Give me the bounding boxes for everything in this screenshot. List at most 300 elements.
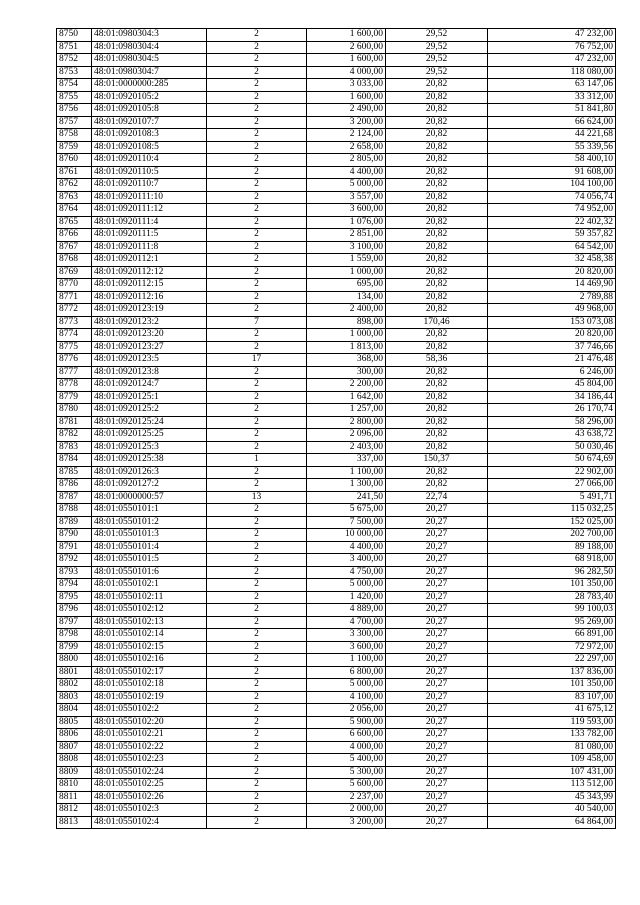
rate-cell: 20,82 — [386, 329, 488, 342]
category-code-cell: 17 — [207, 354, 307, 367]
cadastral-number-cell: 48:01:0550102:20 — [92, 716, 207, 729]
table-row — [57, 141, 616, 154]
row-number-cell: 8798 — [57, 629, 92, 642]
cadastral-number-cell: 48:01:0920111:8 — [92, 241, 207, 254]
row-number-cell: 8794 — [57, 579, 92, 592]
category-code-cell: 2 — [207, 404, 307, 417]
row-number-cell: 8775 — [57, 341, 92, 354]
value-cell: 34 186,44 — [488, 391, 616, 404]
row-number-cell: 8764 — [57, 204, 92, 217]
rate-cell: 20,82 — [386, 104, 488, 117]
cadastral-number-cell: 48:01:0920125:1 — [92, 391, 207, 404]
row-number-cell: 8784 — [57, 454, 92, 467]
table-row — [57, 116, 616, 129]
category-code-cell: 2 — [207, 804, 307, 817]
table-row — [57, 704, 616, 717]
row-number-cell: 8777 — [57, 366, 92, 379]
category-code-cell: 2 — [207, 566, 307, 579]
row-number-cell: 8799 — [57, 641, 92, 654]
table-row — [57, 191, 616, 204]
cadastral-number-cell: 48:01:0920111:12 — [92, 204, 207, 217]
table-row — [57, 79, 616, 92]
area-cell: 1 100,00 — [307, 654, 386, 667]
area-cell: 5 000,00 — [307, 179, 386, 192]
rate-cell: 20,27 — [386, 804, 488, 817]
value-cell: 64 864,00 — [488, 816, 616, 829]
cadastral-number-cell: 48:01:0920105:8 — [92, 104, 207, 117]
rate-cell: 22,74 — [386, 491, 488, 504]
category-code-cell: 2 — [207, 679, 307, 692]
value-cell: 47 232,00 — [488, 29, 616, 42]
cadastral-number-cell: 48:01:0920108:5 — [92, 141, 207, 154]
rate-cell: 20,27 — [386, 529, 488, 542]
area-cell: 337,00 — [307, 454, 386, 467]
category-code-cell: 2 — [207, 129, 307, 142]
category-code-cell: 2 — [207, 179, 307, 192]
table-row — [57, 629, 616, 642]
row-number-cell: 8785 — [57, 466, 92, 479]
cadastral-number-cell: 48:01:0920112:1 — [92, 254, 207, 267]
cadastral-number-cell: 48:01:0550101:2 — [92, 516, 207, 529]
area-cell: 2 805,00 — [307, 154, 386, 167]
rate-cell: 20,82 — [386, 441, 488, 454]
table-row — [57, 616, 616, 629]
category-code-cell: 2 — [207, 641, 307, 654]
rate-cell: 20,82 — [386, 379, 488, 392]
row-number-cell: 8753 — [57, 66, 92, 79]
value-cell: 28 783,40 — [488, 591, 616, 604]
value-cell: 137 836,00 — [488, 666, 616, 679]
cadastral-number-cell: 48:01:0920124:7 — [92, 379, 207, 392]
table-row — [57, 129, 616, 142]
value-cell: 63 147,06 — [488, 79, 616, 92]
rate-cell: 20,27 — [386, 566, 488, 579]
table-row — [57, 54, 616, 67]
row-number-cell: 8762 — [57, 179, 92, 192]
table-row — [57, 216, 616, 229]
row-number-cell: 8774 — [57, 329, 92, 342]
value-cell: 74 056,74 — [488, 191, 616, 204]
table-row — [57, 429, 616, 442]
rate-cell: 170,46 — [386, 316, 488, 329]
value-cell: 58 400,10 — [488, 154, 616, 167]
cadastral-number-cell: 48:01:0550102:11 — [92, 591, 207, 604]
row-number-cell: 8797 — [57, 616, 92, 629]
rate-cell: 20,27 — [386, 666, 488, 679]
area-cell: 3 033,00 — [307, 79, 386, 92]
category-code-cell: 2 — [207, 666, 307, 679]
cadastral-number-cell: 48:01:0920111:10 — [92, 191, 207, 204]
cadastral-number-cell: 48:01:0550102:21 — [92, 729, 207, 742]
table-row — [57, 329, 616, 342]
value-cell: 21 476,48 — [488, 354, 616, 367]
row-number-cell: 8796 — [57, 604, 92, 617]
area-cell: 5 400,00 — [307, 754, 386, 767]
cadastral-number-cell: 48:01:0550102:19 — [92, 691, 207, 704]
category-code-cell: 2 — [207, 516, 307, 529]
row-number-cell: 8755 — [57, 91, 92, 104]
cadastral-number-cell: 48:01:0920111:4 — [92, 216, 207, 229]
category-code-cell: 2 — [207, 241, 307, 254]
area-cell: 7 500,00 — [307, 516, 386, 529]
area-cell: 1 257,00 — [307, 404, 386, 417]
rate-cell: 20,82 — [386, 341, 488, 354]
rate-cell: 20,82 — [386, 229, 488, 242]
row-number-cell: 8795 — [57, 591, 92, 604]
row-number-cell: 8810 — [57, 779, 92, 792]
value-cell: 44 221,68 — [488, 129, 616, 142]
area-cell: 4 400,00 — [307, 541, 386, 554]
table-row — [57, 691, 616, 704]
value-cell: 76 752,00 — [488, 41, 616, 54]
area-cell: 2 851,00 — [307, 229, 386, 242]
category-code-cell: 2 — [207, 366, 307, 379]
row-number-cell: 8806 — [57, 729, 92, 742]
value-cell: 5 491,71 — [488, 491, 616, 504]
row-number-cell: 8786 — [57, 479, 92, 492]
cadastral-number-cell: 48:01:0920123:2 — [92, 316, 207, 329]
table-row — [57, 279, 616, 292]
table-row — [57, 754, 616, 767]
area-cell: 1 000,00 — [307, 266, 386, 279]
value-cell: 47 232,00 — [488, 54, 616, 67]
row-number-cell: 8809 — [57, 766, 92, 779]
value-cell: 22 402,32 — [488, 216, 616, 229]
rate-cell: 20,82 — [386, 116, 488, 129]
cadastral-number-cell: 48:01:0920110:4 — [92, 154, 207, 167]
row-number-cell: 8801 — [57, 666, 92, 679]
table-row — [57, 504, 616, 517]
table-row — [57, 804, 616, 817]
row-number-cell: 8759 — [57, 141, 92, 154]
category-code-cell: 2 — [207, 279, 307, 292]
table-row — [57, 166, 616, 179]
value-cell: 20 820,00 — [488, 266, 616, 279]
rate-cell: 20,82 — [386, 241, 488, 254]
category-code-cell: 2 — [207, 529, 307, 542]
value-cell: 22 902,00 — [488, 466, 616, 479]
area-cell: 368,00 — [307, 354, 386, 367]
rate-cell: 20,27 — [386, 766, 488, 779]
area-cell: 2 237,00 — [307, 791, 386, 804]
category-code-cell: 2 — [207, 716, 307, 729]
table-row — [57, 679, 616, 692]
category-code-cell: 2 — [207, 229, 307, 242]
rate-cell: 20,27 — [386, 691, 488, 704]
row-number-cell: 8787 — [57, 491, 92, 504]
category-code-cell: 2 — [207, 616, 307, 629]
value-cell: 104 100,00 — [488, 179, 616, 192]
table-row — [57, 179, 616, 192]
category-code-cell: 2 — [207, 416, 307, 429]
area-cell: 2 403,00 — [307, 441, 386, 454]
rate-cell: 20,82 — [386, 479, 488, 492]
rate-cell: 20,82 — [386, 366, 488, 379]
area-cell: 3 200,00 — [307, 116, 386, 129]
table-row — [57, 379, 616, 392]
table-row — [57, 591, 616, 604]
rate-cell: 20,27 — [386, 629, 488, 642]
area-cell: 2 200,00 — [307, 379, 386, 392]
rate-cell: 20,27 — [386, 591, 488, 604]
cadastral-number-cell: 48:01:0920123:8 — [92, 366, 207, 379]
table-row — [57, 729, 616, 742]
cadastral-number-cell: 48:01:0920125:25 — [92, 429, 207, 442]
rate-cell: 20,82 — [386, 154, 488, 167]
table-row — [57, 341, 616, 354]
rate-cell: 20,27 — [386, 579, 488, 592]
rate-cell: 20,27 — [386, 554, 488, 567]
value-cell: 91 608,00 — [488, 166, 616, 179]
cadastral-number-cell: 48:01:0920112:12 — [92, 266, 207, 279]
table-row — [57, 491, 616, 504]
table-row — [57, 579, 616, 592]
area-cell: 3 600,00 — [307, 641, 386, 654]
rate-cell: 20,27 — [386, 616, 488, 629]
value-cell: 83 107,00 — [488, 691, 616, 704]
category-code-cell: 2 — [207, 704, 307, 717]
rate-cell: 20,82 — [386, 279, 488, 292]
table-row — [57, 254, 616, 267]
area-cell: 3 300,00 — [307, 629, 386, 642]
value-cell: 45 804,00 — [488, 379, 616, 392]
value-cell: 51 841,80 — [488, 104, 616, 117]
cadastral-number-cell: 48:01:0920123:20 — [92, 329, 207, 342]
rate-cell: 20,82 — [386, 391, 488, 404]
table-row — [57, 266, 616, 279]
category-code-cell: 2 — [207, 54, 307, 67]
row-number-cell: 8767 — [57, 241, 92, 254]
value-cell: 96 282,50 — [488, 566, 616, 579]
cadastral-number-cell: 48:01:0550101:3 — [92, 529, 207, 542]
row-number-cell: 8778 — [57, 379, 92, 392]
cadastral-number-cell: 48:01:0920107:7 — [92, 116, 207, 129]
table-row — [57, 516, 616, 529]
value-cell: 40 540,00 — [488, 804, 616, 817]
rate-cell: 20,82 — [386, 304, 488, 317]
rate-cell: 20,27 — [386, 679, 488, 692]
table-row — [57, 416, 616, 429]
value-cell: 99 100,03 — [488, 604, 616, 617]
cadastral-number-cell: 48:01:0550102:22 — [92, 741, 207, 754]
area-cell: 6 800,00 — [307, 666, 386, 679]
category-code-cell: 2 — [207, 741, 307, 754]
area-cell: 2 096,00 — [307, 429, 386, 442]
area-cell: 1 076,00 — [307, 216, 386, 229]
row-number-cell: 8782 — [57, 429, 92, 442]
category-code-cell: 2 — [207, 291, 307, 304]
area-cell: 2 800,00 — [307, 416, 386, 429]
area-cell: 2 124,00 — [307, 129, 386, 142]
category-code-cell: 2 — [207, 154, 307, 167]
value-cell: 50 674,69 — [488, 454, 616, 467]
area-cell: 5 900,00 — [307, 716, 386, 729]
value-cell: 68 918,00 — [488, 554, 616, 567]
row-number-cell: 8788 — [57, 504, 92, 517]
value-cell: 27 066,00 — [488, 479, 616, 492]
category-code-cell: 2 — [207, 91, 307, 104]
rate-cell: 20,27 — [386, 604, 488, 617]
value-cell: 50 030,46 — [488, 441, 616, 454]
row-number-cell: 8752 — [57, 54, 92, 67]
cadastral-number-cell: 48:01:0550102:18 — [92, 679, 207, 692]
data-table — [56, 28, 616, 829]
table-row — [57, 41, 616, 54]
value-cell: 43 638,72 — [488, 429, 616, 442]
value-cell: 152 025,00 — [488, 516, 616, 529]
cadastral-number-cell: 48:01:0550102:17 — [92, 666, 207, 679]
table-row — [57, 204, 616, 217]
row-number-cell: 8760 — [57, 154, 92, 167]
area-cell: 1 813,00 — [307, 341, 386, 354]
category-code-cell: 2 — [207, 466, 307, 479]
rate-cell: 20,82 — [386, 429, 488, 442]
rate-cell: 20,27 — [386, 716, 488, 729]
rate-cell: 20,82 — [386, 204, 488, 217]
value-cell: 32 458,38 — [488, 254, 616, 267]
cadastral-number-cell: 48:01:0920123:27 — [92, 341, 207, 354]
cadastral-number-cell: 48:01:0550101:6 — [92, 566, 207, 579]
category-code-cell: 2 — [207, 429, 307, 442]
row-number-cell: 8805 — [57, 716, 92, 729]
cadastral-number-cell: 48:01:0980304:4 — [92, 41, 207, 54]
area-cell: 4 400,00 — [307, 166, 386, 179]
category-code-cell: 2 — [207, 441, 307, 454]
area-cell: 2 000,00 — [307, 804, 386, 817]
value-cell: 118 080,00 — [488, 66, 616, 79]
rate-cell: 29,52 — [386, 66, 488, 79]
table-row — [57, 391, 616, 404]
category-code-cell: 2 — [207, 329, 307, 342]
value-cell: 113 512,00 — [488, 779, 616, 792]
category-code-cell: 2 — [207, 41, 307, 54]
area-cell: 5 300,00 — [307, 766, 386, 779]
category-code-cell: 2 — [207, 729, 307, 742]
table-row — [57, 104, 616, 117]
cadastral-number-cell: 48:01:0920125:38 — [92, 454, 207, 467]
cadastral-number-cell: 48:01:0000000:285 — [92, 79, 207, 92]
table-row — [57, 29, 616, 42]
value-cell: 89 188,00 — [488, 541, 616, 554]
category-code-cell: 2 — [207, 216, 307, 229]
category-code-cell: 2 — [207, 66, 307, 79]
rate-cell: 20,82 — [386, 179, 488, 192]
area-cell: 2 600,00 — [307, 41, 386, 54]
row-number-cell: 8811 — [57, 791, 92, 804]
value-cell: 45 343,99 — [488, 791, 616, 804]
table-row — [57, 779, 616, 792]
value-cell: 81 080,00 — [488, 741, 616, 754]
cadastral-number-cell: 48:01:0920127:2 — [92, 479, 207, 492]
rate-cell: 20,82 — [386, 79, 488, 92]
rate-cell: 20,27 — [386, 791, 488, 804]
cadastral-number-cell: 48:01:0920111:5 — [92, 229, 207, 242]
rate-cell: 20,82 — [386, 141, 488, 154]
area-cell: 300,00 — [307, 366, 386, 379]
rate-cell: 29,52 — [386, 29, 488, 42]
value-cell: 109 458,00 — [488, 754, 616, 767]
row-number-cell: 8793 — [57, 566, 92, 579]
area-cell: 4 889,00 — [307, 604, 386, 617]
row-number-cell: 8751 — [57, 41, 92, 54]
table-row — [57, 466, 616, 479]
rate-cell: 20,82 — [386, 466, 488, 479]
row-number-cell: 8792 — [57, 554, 92, 567]
value-cell: 64 542,00 — [488, 241, 616, 254]
cadastral-number-cell: 48:01:0920123:19 — [92, 304, 207, 317]
value-cell: 72 972,00 — [488, 641, 616, 654]
category-code-cell: 2 — [207, 791, 307, 804]
category-code-cell: 2 — [207, 254, 307, 267]
area-cell: 695,00 — [307, 279, 386, 292]
row-number-cell: 8771 — [57, 291, 92, 304]
rate-cell: 20,27 — [386, 516, 488, 529]
table-row — [57, 316, 616, 329]
category-code-cell: 2 — [207, 604, 307, 617]
value-cell: 37 746,66 — [488, 341, 616, 354]
rate-cell: 20,27 — [386, 541, 488, 554]
cadastral-number-cell: 48:01:0550101:1 — [92, 504, 207, 517]
area-cell: 2 490,00 — [307, 104, 386, 117]
rate-cell: 150,37 — [386, 454, 488, 467]
category-code-cell: 2 — [207, 654, 307, 667]
area-cell: 10 000,00 — [307, 529, 386, 542]
category-code-cell: 2 — [207, 479, 307, 492]
rate-cell: 20,82 — [386, 191, 488, 204]
area-cell: 4 100,00 — [307, 691, 386, 704]
area-cell: 241,50 — [307, 491, 386, 504]
cadastral-number-cell: 48:01:0550102:13 — [92, 616, 207, 629]
rate-cell: 20,82 — [386, 166, 488, 179]
table-row — [57, 91, 616, 104]
category-code-cell: 2 — [207, 104, 307, 117]
area-cell: 5 000,00 — [307, 579, 386, 592]
category-code-cell: 2 — [207, 766, 307, 779]
area-cell: 1 420,00 — [307, 591, 386, 604]
cadastral-number-cell: 48:01:0550102:15 — [92, 641, 207, 654]
row-number-cell: 8765 — [57, 216, 92, 229]
table-row — [57, 641, 616, 654]
category-code-cell: 2 — [207, 29, 307, 42]
row-number-cell: 8812 — [57, 804, 92, 817]
cadastral-number-cell: 48:01:0550102:26 — [92, 791, 207, 804]
category-code-cell: 2 — [207, 341, 307, 354]
row-number-cell: 8750 — [57, 29, 92, 42]
area-cell: 1 600,00 — [307, 54, 386, 67]
area-cell: 3 100,00 — [307, 241, 386, 254]
area-cell: 4 000,00 — [307, 66, 386, 79]
value-cell: 74 952,00 — [488, 204, 616, 217]
value-cell: 107 431,00 — [488, 766, 616, 779]
rate-cell: 20,27 — [386, 816, 488, 829]
row-number-cell: 8781 — [57, 416, 92, 429]
table-row — [57, 291, 616, 304]
row-number-cell: 8754 — [57, 79, 92, 92]
value-cell: 133 782,00 — [488, 729, 616, 742]
value-cell: 153 073,08 — [488, 316, 616, 329]
value-cell: 55 339,56 — [488, 141, 616, 154]
cadastral-number-cell: 48:01:0550102:2 — [92, 704, 207, 717]
cadastral-number-cell: 48:01:0920125:2 — [92, 404, 207, 417]
rate-cell: 20,82 — [386, 291, 488, 304]
table-row — [57, 529, 616, 542]
category-code-cell: 1 — [207, 454, 307, 467]
rate-cell: 20,82 — [386, 129, 488, 142]
area-cell: 6 600,00 — [307, 729, 386, 742]
cadastral-number-cell: 48:01:0550102:23 — [92, 754, 207, 767]
row-number-cell: 8766 — [57, 229, 92, 242]
table-row — [57, 404, 616, 417]
